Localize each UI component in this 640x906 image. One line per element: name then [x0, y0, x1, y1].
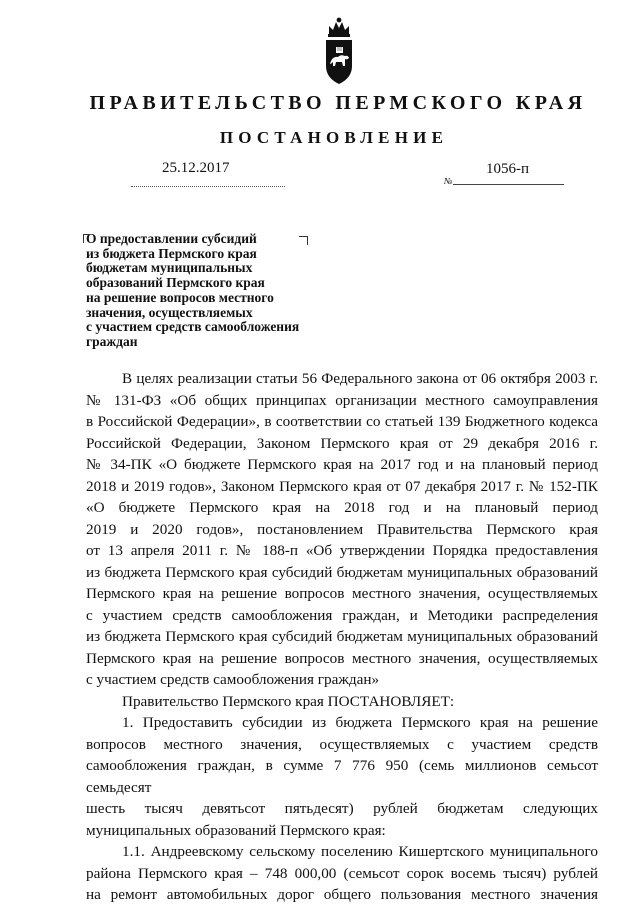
- body-line: в Российской Федерации», в соответствии со статьей 139 Бюджетного кодекса: [86, 413, 598, 430]
- document-body: [86, 368, 598, 906]
- body-line: от 13 апреля 2011 г. № 188-п «Об утверждении Порядка предоставления: [86, 542, 598, 559]
- body-line: Пермского края на решение вопросов местного значения, осуществляемых: [86, 585, 598, 602]
- government-title: ПРАВИТЕЛЬСТВО ПЕРМСКОГО КРАЯ: [89, 92, 587, 114]
- subject-line: бюджетам муниципальных: [86, 260, 253, 276]
- body-line: самообложения граждан, в сумме 7 776 950 (семь миллионов семьсот семьдесят: [86, 757, 598, 796]
- resolution-line: Правительство Пермского края ПОСТАНОВЛЯЕТ:: [122, 692, 455, 710]
- body-line: 2018 и 2019 годов», Законом Пермского края от 07 декабря 2017 г. № 152-ПК: [86, 477, 598, 495]
- body-line: из бюджета Пермского края субсидий бюджетам муниципальных образований: [86, 628, 598, 645]
- body-line: шесть тысяч девятьсот пятьдесят) рублей бюджетам следующих: [86, 800, 598, 817]
- body-line: района Пермского края – 748 000,00 (семьсот сорок восемь тысяч) рублей: [86, 864, 598, 882]
- body-line: на ремонт автомобильных дорог общего пользования местного значения: [86, 886, 598, 903]
- number-sign: №: [444, 176, 453, 186]
- subject-line: с участием средств самообложения: [86, 319, 300, 335]
- body-line: муниципальных образований Пермского края:: [86, 821, 386, 839]
- subject-line: образований Пермского края: [86, 275, 265, 291]
- body-line: «О бюджете Пермского края на 2018 год и на плановый период: [86, 499, 598, 516]
- body-line: Российской Федерации, Законом Пермского края от 29 декабря 2016 г.: [86, 434, 598, 452]
- body-line: 1.1. Андреевскому сельскому поселению Кишертского муниципального: [122, 843, 598, 860]
- body-line: 1. Предоставить субсидии из бюджета Пермского края на решение: [122, 714, 598, 731]
- document-subject: [86, 232, 346, 350]
- subject-line: на решение вопросов местного: [86, 289, 274, 305]
- subject-line: значения, осуществляемых: [86, 304, 253, 320]
- body-line: № 34-ПК «О бюджете Пермского края на 2017 год и на плановый период: [86, 456, 598, 473]
- body-line: 2019 и 2020 годов», постановлением Правительства Пермского края: [86, 520, 598, 538]
- document-date: 25.12.2017: [162, 160, 230, 176]
- date-underline: [131, 186, 285, 187]
- body-line: № 131-ФЗ «Об общих принципах организации местного самоуправления: [86, 391, 598, 409]
- document-type-title: ПОСТАНОВЛЕНИЕ: [219, 128, 449, 147]
- body-line: с участием средств самообложения граждан»: [86, 671, 380, 688]
- number-underline: [453, 184, 564, 185]
- subject-line: О предоставлении субсидий: [86, 231, 257, 246]
- body-line: Пермского края на решение вопросов местного значения, осуществляемых: [86, 649, 598, 667]
- subject-line: из бюджета Пермского края: [86, 245, 257, 261]
- perm-krai-emblem-icon: [323, 14, 355, 86]
- body-line: из бюджета Пермского края субсидий бюджетам муниципальных образований: [86, 563, 598, 581]
- body-line: с участием средств самообложения граждан, и Методики распределения: [86, 606, 598, 624]
- body-line: В целях реализации статьи 56 Федерального закона от 06 октября 2003 г.: [122, 370, 598, 387]
- subject-line: граждан: [86, 333, 138, 349]
- body-line: вопросов местного значения, осуществляемых с участием средств: [86, 735, 598, 753]
- subject-bracket-mark: [83, 234, 89, 243]
- document-number: 1056-п: [486, 161, 530, 177]
